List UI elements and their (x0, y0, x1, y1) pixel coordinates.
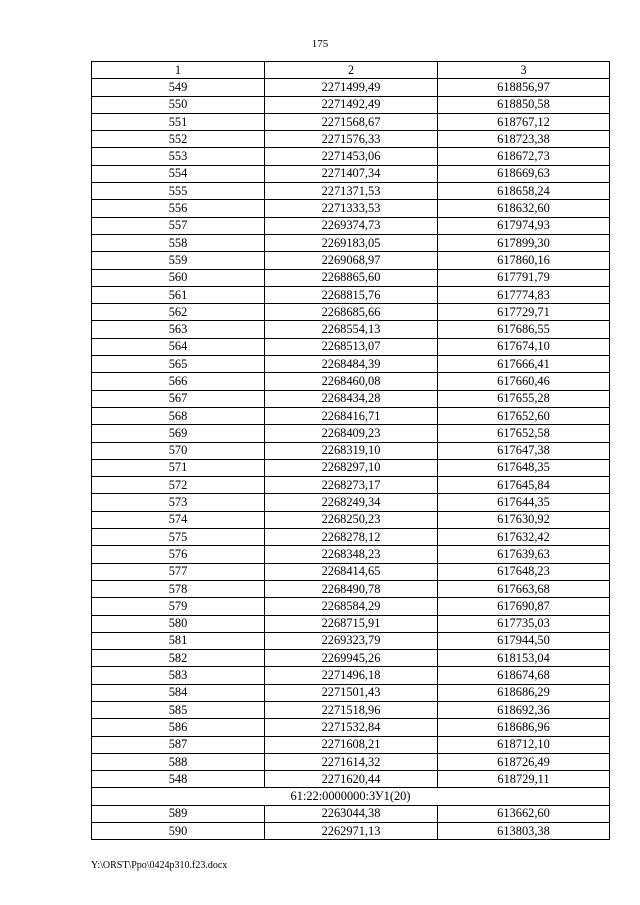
y-coordinate-cell: 618729,11 (438, 771, 610, 788)
y-coordinate-cell: 618669,63 (438, 165, 610, 182)
point-number-cell: 584 (92, 684, 265, 701)
table-row (92, 598, 610, 615)
y-coordinate-cell: 617632,42 (438, 529, 610, 546)
x-coordinate-cell: 2271608,21 (265, 736, 438, 753)
point-number-cell: 583 (92, 667, 265, 684)
table-row (92, 580, 610, 597)
point-number-cell: 563 (92, 321, 265, 338)
y-coordinate-cell: 617729,71 (438, 304, 610, 321)
y-coordinate-cell: 617647,38 (438, 442, 610, 459)
page-number: 175 (311, 38, 329, 50)
point-number-cell: 556 (92, 200, 265, 217)
table-row (92, 165, 610, 182)
x-coordinate-cell: 2268249,34 (265, 494, 438, 511)
point-number-cell: 571 (92, 459, 265, 476)
x-coordinate-cell: 2269945,26 (265, 650, 438, 667)
table-row (92, 615, 610, 632)
table-row (92, 269, 610, 286)
point-number-cell: 585 (92, 701, 265, 718)
table-row (92, 321, 610, 338)
table-row (92, 667, 610, 684)
x-coordinate-cell: 2271532,84 (265, 719, 438, 736)
point-number-cell: 569 (92, 425, 265, 442)
point-number-cell: 574 (92, 511, 265, 528)
x-coordinate-cell: 2268409,23 (265, 425, 438, 442)
x-coordinate-cell: 2268490,78 (265, 580, 438, 597)
x-coordinate-cell: 2271620,44 (265, 771, 438, 788)
y-coordinate-cell: 617774,83 (438, 286, 610, 303)
table-row (92, 650, 610, 667)
point-number-cell: 590 (92, 823, 265, 840)
point-number-cell: 570 (92, 442, 265, 459)
column-header: 3 (438, 62, 610, 79)
table-row (92, 425, 610, 442)
section-label: 61:22:0000000:ЗУ1(20) (92, 788, 610, 805)
y-coordinate-cell: 613803,38 (438, 823, 610, 840)
point-number-cell: 582 (92, 650, 265, 667)
file-path-footer: Y:\ORST\Ppo\0424p310.f23.docx (91, 860, 228, 871)
table-row (92, 373, 610, 390)
point-number-cell: 549 (92, 79, 265, 96)
table-body (92, 79, 610, 788)
x-coordinate-cell: 2268348,23 (265, 546, 438, 563)
y-coordinate-cell: 617639,63 (438, 546, 610, 563)
y-coordinate-cell: 618712,10 (438, 736, 610, 753)
coordinates-table (91, 61, 610, 840)
point-number-cell: 551 (92, 113, 265, 130)
point-number-cell: 589 (92, 805, 265, 822)
table-row (92, 442, 610, 459)
point-number-cell: 565 (92, 356, 265, 373)
x-coordinate-cell: 2271371,53 (265, 183, 438, 200)
table-header-row (92, 62, 610, 79)
table-row (92, 771, 610, 788)
y-coordinate-cell: 618672,73 (438, 148, 610, 165)
y-coordinate-cell: 618692,36 (438, 701, 610, 718)
table-row (92, 234, 610, 251)
y-coordinate-cell: 617686,55 (438, 321, 610, 338)
table-row (92, 459, 610, 476)
point-number-cell: 572 (92, 477, 265, 494)
table-row (92, 529, 610, 546)
x-coordinate-cell: 2271518,96 (265, 701, 438, 718)
table-row (92, 338, 610, 355)
point-number-cell: 573 (92, 494, 265, 511)
table-row (92, 684, 610, 701)
x-coordinate-cell: 2268815,76 (265, 286, 438, 303)
x-coordinate-cell: 2271499,49 (265, 79, 438, 96)
y-coordinate-cell: 617690,87 (438, 598, 610, 615)
y-coordinate-cell: 618658,24 (438, 183, 610, 200)
table-row (92, 823, 610, 840)
x-coordinate-cell: 2262971,13 (265, 823, 438, 840)
y-coordinate-cell: 617652,60 (438, 407, 610, 424)
x-coordinate-cell: 2268685,66 (265, 304, 438, 321)
point-number-cell: 579 (92, 598, 265, 615)
x-coordinate-cell: 2268865,60 (265, 269, 438, 286)
table-row (92, 563, 610, 580)
y-coordinate-cell: 618153,04 (438, 650, 610, 667)
point-number-cell: 578 (92, 580, 265, 597)
x-coordinate-cell: 2268584,29 (265, 598, 438, 615)
y-coordinate-cell: 617899,30 (438, 234, 610, 251)
point-number-cell: 566 (92, 373, 265, 390)
point-number-cell: 548 (92, 771, 265, 788)
y-coordinate-cell: 617652,58 (438, 425, 610, 442)
point-number-cell: 567 (92, 390, 265, 407)
y-coordinate-cell: 617735,03 (438, 615, 610, 632)
point-number-cell: 576 (92, 546, 265, 563)
table-row (92, 183, 610, 200)
table-row (92, 736, 610, 753)
point-number-cell: 552 (92, 131, 265, 148)
x-coordinate-cell: 2268416,71 (265, 407, 438, 424)
table-row (92, 701, 610, 718)
table-body (92, 805, 610, 840)
point-number-cell: 581 (92, 632, 265, 649)
table-row (92, 286, 610, 303)
x-coordinate-cell: 2268434,28 (265, 390, 438, 407)
point-number-cell: 580 (92, 615, 265, 632)
y-coordinate-cell: 617660,46 (438, 373, 610, 390)
point-number-cell: 553 (92, 148, 265, 165)
point-number-cell: 557 (92, 217, 265, 234)
y-coordinate-cell: 618726,49 (438, 753, 610, 770)
y-coordinate-cell: 617648,35 (438, 459, 610, 476)
table-row (92, 546, 610, 563)
y-coordinate-cell: 618686,96 (438, 719, 610, 736)
y-coordinate-cell: 618686,29 (438, 684, 610, 701)
table-row (92, 79, 610, 96)
x-coordinate-cell: 2268715,91 (265, 615, 438, 632)
y-coordinate-cell: 617944,50 (438, 632, 610, 649)
point-number-cell: 577 (92, 563, 265, 580)
y-coordinate-cell: 618767,12 (438, 113, 610, 130)
table-row (92, 632, 610, 649)
y-coordinate-cell: 618850,58 (438, 96, 610, 113)
x-coordinate-cell: 2268319,10 (265, 442, 438, 459)
y-coordinate-cell: 618856,97 (438, 79, 610, 96)
point-number-cell: 558 (92, 234, 265, 251)
table-row (92, 390, 610, 407)
point-number-cell: 586 (92, 719, 265, 736)
x-coordinate-cell: 2271333,53 (265, 200, 438, 217)
y-coordinate-cell: 617674,10 (438, 338, 610, 355)
point-number-cell: 575 (92, 529, 265, 546)
table-row (92, 511, 610, 528)
x-coordinate-cell: 2271576,33 (265, 131, 438, 148)
point-number-cell: 564 (92, 338, 265, 355)
column-header: 2 (265, 62, 438, 79)
x-coordinate-cell: 2271568,67 (265, 113, 438, 130)
point-number-cell: 587 (92, 736, 265, 753)
point-number-cell: 555 (92, 183, 265, 200)
y-coordinate-cell: 618632,60 (438, 200, 610, 217)
table-row (92, 494, 610, 511)
x-coordinate-cell: 2268278,12 (265, 529, 438, 546)
y-coordinate-cell: 617645,84 (438, 477, 610, 494)
x-coordinate-cell: 2268554,13 (265, 321, 438, 338)
table-row (92, 252, 610, 269)
x-coordinate-cell: 2268273,17 (265, 477, 438, 494)
point-number-cell: 559 (92, 252, 265, 269)
point-number-cell: 568 (92, 407, 265, 424)
point-number-cell: 588 (92, 753, 265, 770)
y-coordinate-cell: 618723,38 (438, 131, 610, 148)
table-row (92, 719, 610, 736)
x-coordinate-cell: 2268250,23 (265, 511, 438, 528)
x-coordinate-cell: 2269374,73 (265, 217, 438, 234)
x-coordinate-cell: 2268297,10 (265, 459, 438, 476)
y-coordinate-cell: 617791,79 (438, 269, 610, 286)
x-coordinate-cell: 2269068,97 (265, 252, 438, 269)
x-coordinate-cell: 2271453,06 (265, 148, 438, 165)
y-coordinate-cell: 617860,16 (438, 252, 610, 269)
table-row (92, 477, 610, 494)
x-coordinate-cell: 2269323,79 (265, 632, 438, 649)
section-row (92, 788, 610, 805)
x-coordinate-cell: 2268414,65 (265, 563, 438, 580)
y-coordinate-cell: 617655,28 (438, 390, 610, 407)
table-row (92, 113, 610, 130)
y-coordinate-cell: 617666,41 (438, 356, 610, 373)
y-coordinate-cell: 617644,35 (438, 494, 610, 511)
y-coordinate-cell: 617630,92 (438, 511, 610, 528)
table-row (92, 131, 610, 148)
table-row (92, 356, 610, 373)
table-row (92, 200, 610, 217)
point-number-cell: 554 (92, 165, 265, 182)
x-coordinate-cell: 2271614,32 (265, 753, 438, 770)
x-coordinate-cell: 2271496,18 (265, 667, 438, 684)
point-number-cell: 561 (92, 286, 265, 303)
x-coordinate-cell: 2268460,08 (265, 373, 438, 390)
y-coordinate-cell: 613662,60 (438, 805, 610, 822)
y-coordinate-cell: 617648,23 (438, 563, 610, 580)
x-coordinate-cell: 2268513,07 (265, 338, 438, 355)
x-coordinate-cell: 2263044,38 (265, 805, 438, 822)
y-coordinate-cell: 618674,68 (438, 667, 610, 684)
point-number-cell: 550 (92, 96, 265, 113)
y-coordinate-cell: 617663,68 (438, 580, 610, 597)
x-coordinate-cell: 2269183,05 (265, 234, 438, 251)
table-row (92, 407, 610, 424)
column-header: 1 (92, 62, 265, 79)
table-row (92, 304, 610, 321)
y-coordinate-cell: 617974,93 (438, 217, 610, 234)
table-row (92, 217, 610, 234)
table-row (92, 753, 610, 770)
x-coordinate-cell: 2271492,49 (265, 96, 438, 113)
x-coordinate-cell: 2268484,39 (265, 356, 438, 373)
table-row (92, 148, 610, 165)
point-number-cell: 560 (92, 269, 265, 286)
x-coordinate-cell: 2271407,34 (265, 165, 438, 182)
point-number-cell: 562 (92, 304, 265, 321)
x-coordinate-cell: 2271501,43 (265, 684, 438, 701)
table-row (92, 96, 610, 113)
table-row (92, 805, 610, 822)
